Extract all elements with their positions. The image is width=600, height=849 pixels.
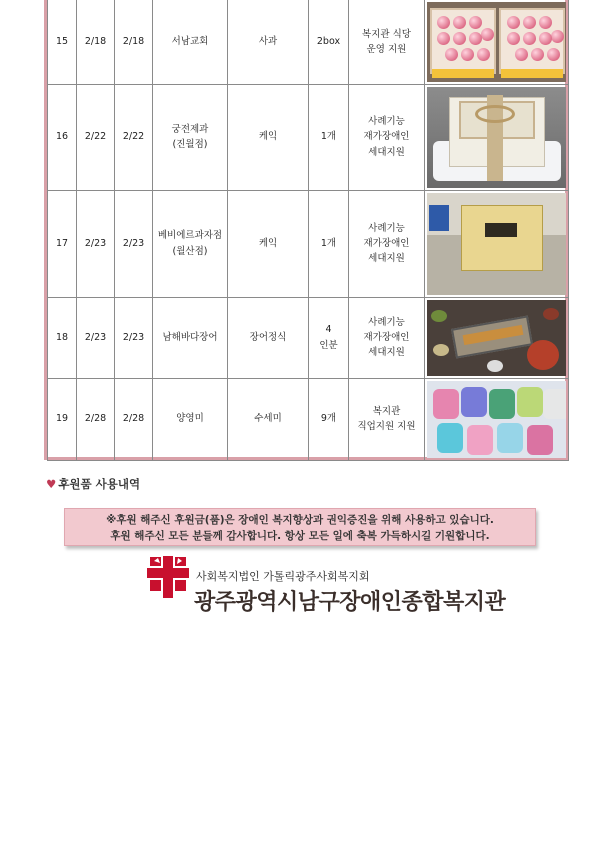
cake-box-open-photo xyxy=(427,193,566,295)
receive-date: 2/23 xyxy=(77,190,115,297)
usage: 복지관 직업지원 지원 xyxy=(349,378,425,460)
donor-name: 서남교회 xyxy=(153,0,228,84)
usage: 사례기능 재가장애인 세대지원 xyxy=(349,84,425,190)
receive-date: 2/18 xyxy=(77,0,115,84)
receive-date: 2/23 xyxy=(77,297,115,378)
quantity: 9개 xyxy=(309,378,349,460)
photo-cell xyxy=(425,190,569,297)
delivery-date: 2/23 xyxy=(115,190,153,297)
donor-name: 남해바다장어 xyxy=(153,297,228,378)
table-row xyxy=(48,190,569,297)
row-number: 17 xyxy=(48,190,77,297)
table-row xyxy=(48,0,569,84)
donor-name: 베비에르과자점 (월산점) xyxy=(153,190,228,297)
caritas-cross-icon xyxy=(146,555,190,599)
organization-name: 광주광역시남구장애인종합복지관 xyxy=(194,590,506,615)
usage: 복지관 식당 운영 지원 xyxy=(349,0,425,84)
donation-table-frame xyxy=(44,0,568,460)
donation-table xyxy=(47,0,569,461)
delivery-date: 2/22 xyxy=(115,84,153,190)
receive-date: 2/28 xyxy=(77,378,115,460)
donated-item: 수세미 xyxy=(228,378,309,460)
receive-date: 2/22 xyxy=(77,84,115,190)
photo-cell xyxy=(425,378,569,460)
quantity: 1개 xyxy=(309,190,349,297)
donor-name: 양영미 xyxy=(153,378,228,460)
donated-item: 케익 xyxy=(228,190,309,297)
table-row xyxy=(48,84,569,190)
donated-item: 사과 xyxy=(228,0,309,84)
cake-box-photo xyxy=(427,87,566,188)
table-row xyxy=(48,378,569,460)
donated-item: 케익 xyxy=(228,84,309,190)
photo-cell xyxy=(425,0,569,84)
organization-subtitle: 사회복지법인 가톨릭광주사회복지회 xyxy=(196,570,370,583)
row-number: 16 xyxy=(48,84,77,190)
thank-you-notice xyxy=(64,508,536,546)
quantity: 2box xyxy=(309,0,349,84)
apple-boxes-photo xyxy=(427,2,566,82)
photo-cell xyxy=(425,297,569,378)
organization-logo xyxy=(146,555,506,615)
quantity: 1개 xyxy=(309,84,349,190)
table-row xyxy=(48,297,569,378)
eel-meal-photo xyxy=(427,300,566,376)
heart-icon: ♥ xyxy=(46,477,57,491)
usage: 사례기능 재가장애인 세대지원 xyxy=(349,190,425,297)
row-number: 15 xyxy=(48,0,77,84)
row-number: 18 xyxy=(48,297,77,378)
section-title: ♥ 후원품 사용내역 xyxy=(46,477,141,491)
notice-line-1: ※후원 해주신 후원금(품)은 장애인 복지향상과 권익증진을 위해 사용하고 있습니다. xyxy=(106,514,494,526)
photo-cell xyxy=(425,84,569,190)
delivery-date: 2/23 xyxy=(115,297,153,378)
quantity: 4 인분 xyxy=(309,297,349,378)
scrubbers-photo xyxy=(427,381,566,458)
delivery-date: 2/18 xyxy=(115,0,153,84)
row-number: 19 xyxy=(48,378,77,460)
donor-name: 궁전제과 (진월점) xyxy=(153,84,228,190)
donated-item: 장어정식 xyxy=(228,297,309,378)
usage: 사례기능 재가장애인 세대지원 xyxy=(349,297,425,378)
delivery-date: 2/28 xyxy=(115,378,153,460)
notice-line-2: 후원 해주신 모든 분들께 감사합니다. 항상 모든 일에 축복 가득하시길 기원합니다. xyxy=(110,530,490,542)
